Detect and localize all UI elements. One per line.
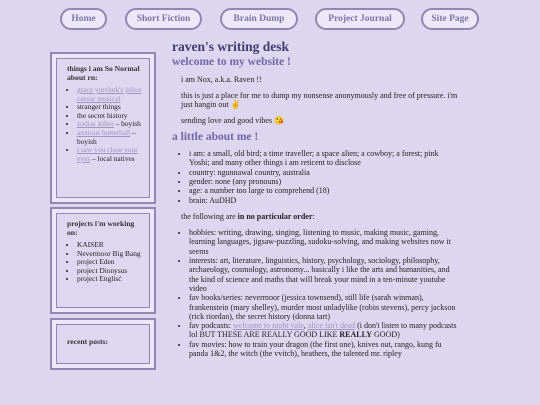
list-item: • project Dionysus	[77, 267, 145, 276]
podcast-link-alice[interactable]: alice isn't dead	[307, 321, 356, 331]
sidebar-normal-title: things i am So Normal about rn:	[67, 64, 140, 82]
list-item	[77, 86, 145, 103]
list-item	[77, 129, 145, 146]
order-note	[172, 212, 458, 221]
sidebar-recent-inner	[56, 324, 150, 364]
sidebar-normal-box	[50, 52, 156, 204]
sidebar-projects-inner	[56, 213, 150, 308]
sidebar-item-text: the secret history	[77, 110, 128, 120]
podcast-link-night-vale[interactable]: welcome to night vale	[233, 321, 304, 331]
welcome-heading: welcome to my website !	[172, 56, 291, 69]
nav-home-button[interactable]: Home	[60, 8, 107, 30]
sidebar-item-text: – boyish	[77, 127, 136, 146]
sidebar-normal-inner	[56, 58, 150, 198]
podcasts-end: GOOD)	[372, 330, 400, 340]
list-item: • fav movies: how to train your dragon (the first one), knives out, rango, kung fu panda 1&2, the witch (the vvitch), heathers, the talented mr. ripley	[189, 340, 458, 359]
sidebar-link-julius-caesar[interactable]: grace yurchuk's julius caesar musical	[77, 85, 142, 103]
list-item	[189, 321, 458, 340]
list-item: • i am: a small, old bird; a time traveller; a space alien; a cowboy; a forest; pink Yoshi; and many other things i am reticent to disclose	[189, 149, 458, 168]
sidebar-link-i-saw-you[interactable]: i saw you close your eyes	[77, 145, 138, 163]
nav-short-fiction-button[interactable]: Short Fiction	[125, 8, 202, 30]
sidebar-item-text: – boyish	[113, 119, 141, 129]
podcasts-bold: REALLY	[339, 330, 372, 340]
page-title: raven's writing desk	[172, 39, 290, 54]
order-bold: in no particular order	[237, 211, 313, 221]
about-heading: a little about me !	[172, 130, 259, 143]
top-nav	[0, 8, 540, 32]
nav-project-journal-button[interactable]: Project Journal	[315, 8, 405, 30]
sidebar-normal-list	[67, 86, 145, 163]
list-item: • project Englisć	[77, 275, 145, 284]
sidebar-recent-title: recent posts:	[67, 337, 108, 346]
list-item: • Nevermoor Big Bang	[77, 250, 145, 259]
love-text: sending love and good vibes 😘	[181, 116, 285, 126]
sidebar-projects-list	[67, 241, 145, 284]
podcasts-prefix: fav podcasts:	[189, 321, 233, 331]
list-item: • age: a number too large to comprehend (18)	[189, 186, 458, 195]
list-item: • interests: art, literature, linguistics, history, psychology, sociology, philosophy, archaeology, cosmology, astronomy... basically i like the arts and humanities, and the kind of science and maths that will break your mind in a ten-minute youtube video	[189, 256, 458, 293]
sidebar-item-text: stranger things	[77, 102, 121, 112]
sidebar-projects-title: projects i'm working on:	[67, 219, 135, 237]
list-item: • hobbies: writing, drawing, singing, listening to music, making music, gaming, learning languages, jigsaw-puzzling, sudoku-solving, and making websites now it seems	[189, 228, 458, 256]
sidebar-link-zodiac-killer[interactable]: zodiac killer	[77, 119, 114, 129]
favorites-list	[172, 228, 458, 358]
intro-text: i am Nox, a.k.a. Raven !!	[181, 74, 262, 84]
main-content	[172, 39, 458, 365]
order-prefix: the following are	[181, 211, 238, 221]
list-item: • country: ngunnawal country, australia	[189, 168, 458, 177]
podcasts-mid: (i don't listen to many podcasts lol BUT THESE ARE REALLY GOOD LIKE	[189, 321, 457, 340]
sidebar-link-anxious-butterball[interactable]: anxious butterball	[77, 127, 131, 137]
order-suffix: :	[312, 211, 315, 221]
purpose-text: this is just a place for me to dump my nonsense anonymously and free of pressure. i'm just hangin out ✌️	[181, 90, 458, 110]
about-list	[172, 149, 458, 205]
list-item	[77, 146, 145, 163]
list-item: • fav books/series: nevermoor (jessica townsend), still life (sarah winman), frankenstein (mary shelley), murder most unladylike (robin stevens), percy jackson (rick riordan), the secret history (donna tart)	[189, 293, 458, 321]
nav-site-page-button[interactable]: Site Page	[421, 8, 479, 30]
list-item: • KAISER	[77, 241, 145, 250]
list-item: • gender: none (any pronouns)	[189, 177, 458, 186]
sidebar-projects-box	[50, 207, 156, 314]
nav-brain-dump-button[interactable]: Brain Dump	[220, 8, 298, 30]
list-item: • brain: AuDHD	[189, 196, 458, 205]
sidebar-item-text: – local natives	[90, 153, 135, 163]
podcast-sep: ,	[303, 321, 308, 331]
list-item: • project Eden	[77, 258, 145, 267]
sidebar-recent-box	[50, 318, 156, 370]
